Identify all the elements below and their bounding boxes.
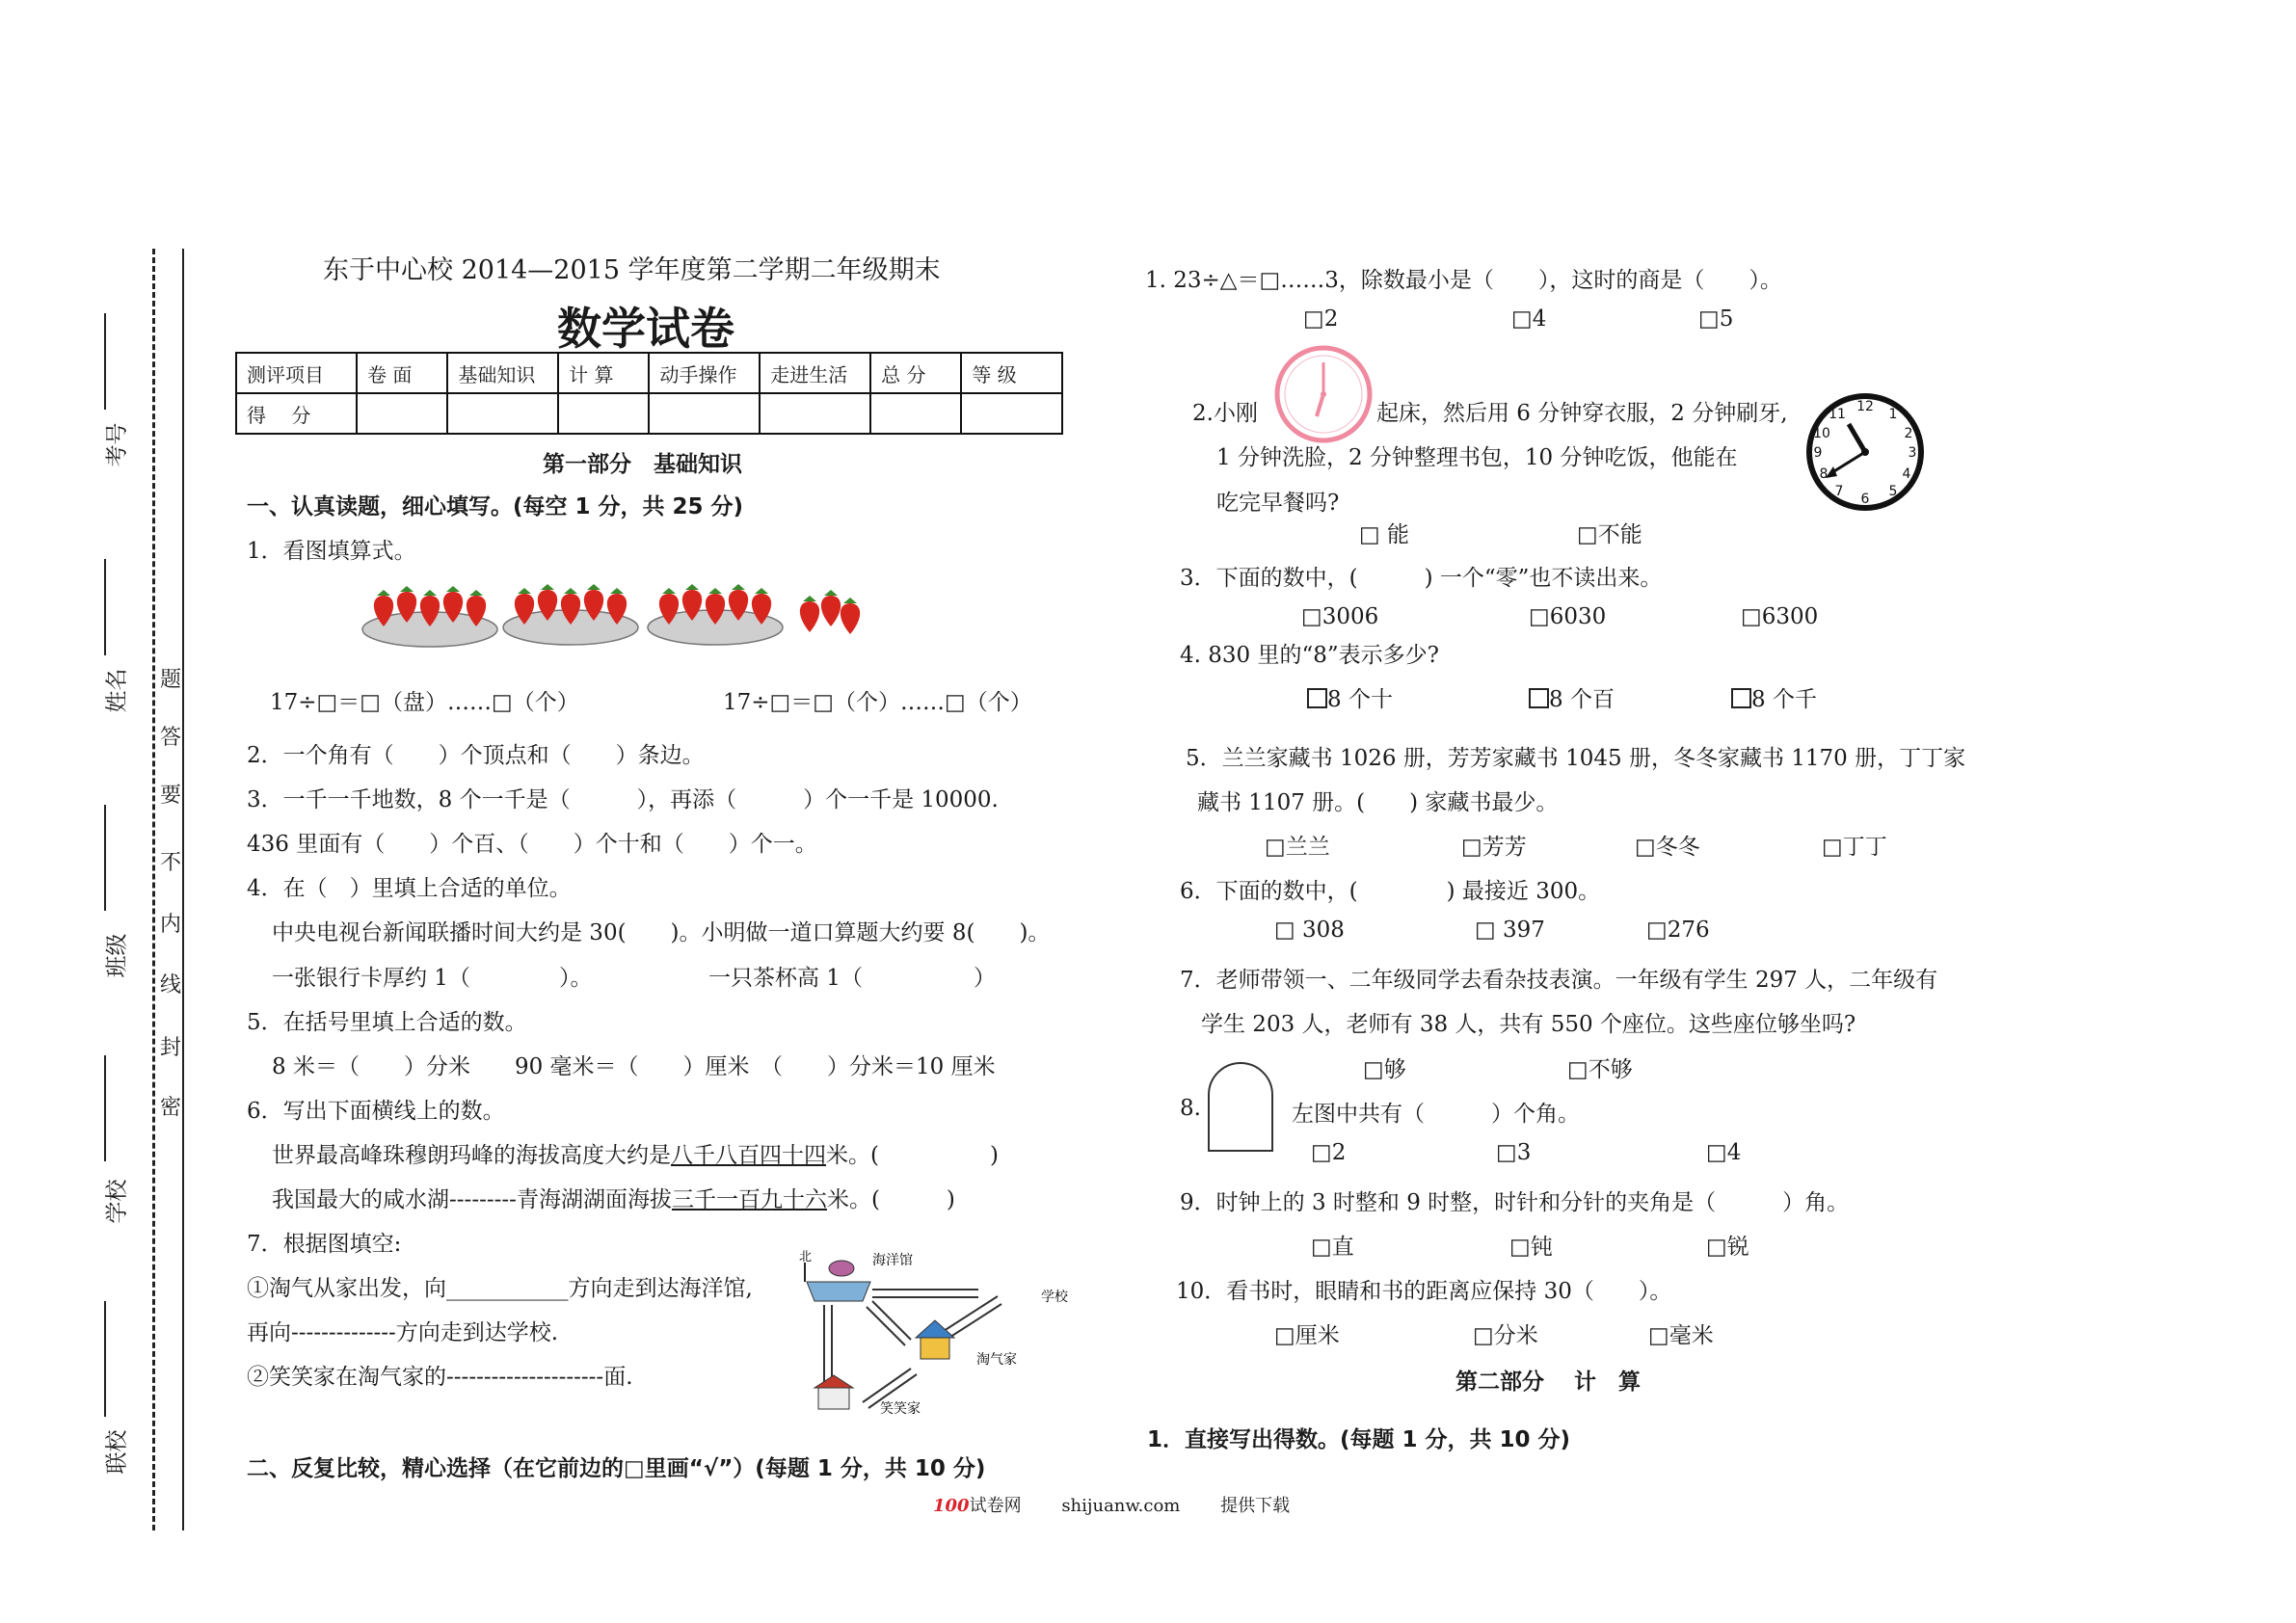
q6-line2-pre: 我国最大的咸水湖---------青海湖湖面海拔 [272,1187,672,1212]
q6-line2-post: 米。( ) [826,1187,955,1212]
svg-text:9: 9 [1813,445,1823,461]
q5-line: 8 米＝（ ）分米 90 毫米＝（ ）厘米 （ ）分米＝10 厘米 [272,1054,996,1079]
r-q1-option-a[interactable]: □2 [1303,306,1339,332]
table-cell: 总 分 [870,353,961,393]
q6-line1-post: 米。( ) [826,1143,999,1168]
r-q4-text: 4. 830 里的“8”表示多少? [1180,643,1439,668]
part2-heading: 第二部分 计 算 [1455,1370,1642,1395]
arch-shape-figure [1205,1060,1276,1157]
table-cell: 卷 面 [357,353,447,393]
exam-title-line: 东于中心校 2014—2015 学年度第二学期二年级期末 [323,255,941,285]
r-q5-option-b[interactable]: □芳芳 [1461,835,1527,860]
q7-label: 7．根据图填空: [247,1232,402,1257]
table-cell: 等 级 [961,353,1062,393]
joint-school-label: 联校 [104,1429,130,1475]
r-q6-text: 6．下面的数中，( ) 最接近 300。 [1180,879,1601,904]
strawberry-plate-1 [362,586,497,647]
r-q2-line3: 吃完早餐吗? [1216,491,1340,516]
seal-line [182,249,184,1530]
notice-char: 内 [160,913,182,937]
svg-text:1: 1 [1888,407,1898,422]
dashed-cut-line [152,249,155,1530]
r-q10-option-b[interactable]: □分米 [1473,1323,1538,1348]
r-q7-line2: 学生 203 人，老师有 38 人，共有 550 个座位。这些座位够坐吗? [1201,1012,1856,1037]
name-label: 姓名 [104,668,130,713]
section2-title: 二、反复比较，精心选择（在它前边的□里画“√”）(每题 1 分，共 10 分) [247,1456,986,1481]
notice-char: 密 [160,1096,182,1120]
table-cell: 得 分 [236,393,357,434]
taoqi-house-icon [916,1320,954,1359]
q7-line1: ①淘气从家出发，向___________方向走到达海洋馆, [247,1276,753,1301]
notice-char: 答 [160,726,182,750]
r-q7-option-b[interactable]: □不够 [1567,1057,1633,1082]
q6-label: 6．写出下面横线上的数。 [247,1099,505,1124]
exam-subtitle: 数学试卷 [557,303,734,355]
r-q8-option-a[interactable]: □2 [1311,1140,1347,1165]
aquarium-icon [807,1261,870,1301]
r-q9-text: 9．时钟上的 3 时整和 9 时整，时针和分针的夹角是（ ）角。 [1180,1190,1850,1215]
r-q9-option-c[interactable]: □锐 [1706,1235,1749,1260]
score-input-cell[interactable] [447,393,558,434]
score-input-cell[interactable] [558,393,649,434]
r-q2-option-b[interactable]: □不能 [1577,522,1642,547]
svg-text:3: 3 [1908,445,1917,461]
r-q6-option-c[interactable]: □276 [1646,918,1710,943]
pink-clock-icon [1272,343,1375,445]
svg-text:6: 6 [1860,492,1870,507]
r-q2-text: 起床，然后用 6 分钟穿衣服，2 分钟刷牙, [1376,401,1788,426]
north-label: 北 [799,1250,813,1264]
r-q4-option-c[interactable] [1731,681,1817,713]
clock-icon [1802,389,1928,515]
r-q9-option-a[interactable]: □直 [1311,1235,1354,1260]
r-q2-pre: 2.小刚 [1192,401,1258,426]
class-label: 班级 [104,933,130,978]
checkbox-icon [1731,688,1751,708]
svg-text:5: 5 [1888,484,1898,499]
map-diagram [795,1243,1089,1426]
r-q3-text: 3．下面的数中，( ) 一个“零”也不读出来。 [1180,566,1663,591]
score-input-cell[interactable] [649,393,760,434]
r-q7-line1: 7．老师带领一、二年级同学去看杂技表演。一年级有学生 297 人，二年级有 [1180,968,1938,993]
svg-text:4: 4 [1902,466,1911,482]
checkbox-icon [1307,688,1327,708]
table-cell: 动手操作 [649,353,760,393]
q6-line1 [272,1137,999,1169]
xiaoxiao-house-icon [814,1375,853,1409]
score-input-cell[interactable] [760,393,870,434]
q1-label: 1．看图填算式。 [247,539,416,564]
table-cell: 走进生活 [760,353,870,393]
site-name: 试卷网 [969,1496,1022,1516]
r-q4-option-b[interactable] [1529,681,1615,713]
svg-text:12: 12 [1856,399,1874,414]
checkbox-icon [1529,688,1549,708]
svg-text:2: 2 [1904,426,1913,441]
score-table [235,352,1063,435]
aquarium-label: 海洋馆 [872,1253,913,1268]
r-q3-option-b[interactable]: □6030 [1529,604,1607,629]
svg-text:10: 10 [1813,426,1830,441]
xiaoxiao-home-label: 笑笑家 [880,1401,921,1417]
name-blank[interactable] [104,559,106,655]
exam-number-label: 考号 [104,422,130,467]
score-input-cell[interactable] [961,393,1062,434]
taoqi-home-label: 淘气家 [976,1352,1017,1368]
table-cell: 计 算 [558,353,649,393]
q2-text: 2．一个角有（ ）个顶点和（ ）条边。 [247,743,705,768]
q4-line2b: 一只茶杯高 1（ ） [708,966,996,991]
q6-line2 [272,1182,955,1213]
r-q4-option-a[interactable] [1307,681,1393,713]
table-cell: 基础知识 [447,353,558,393]
notice-char: 要 [160,784,182,808]
q3-line1: 3．一千一千地数，8 个一千是（ ），再添（ ）个一千是 10000. [247,787,999,812]
r-q8-num: 8. [1180,1096,1201,1121]
school-label: 学校 [104,1179,130,1224]
q1-formula-left: 17÷□＝□（盘）……□（个） [270,690,579,715]
q6-line1-underlined: 八千八百四十四 [671,1143,826,1168]
r-q6-option-a[interactable]: □ 308 [1274,918,1345,943]
svg-text:11: 11 [1829,407,1846,422]
strawberry-plate-2 [503,584,638,645]
calc-section-title: 1．直接写出得数。(每题 1 分，共 10 分) [1147,1427,1571,1452]
q7-line2: 再向--------------方向走到达学校. [247,1320,559,1345]
option-label: 8 个十 [1327,687,1393,712]
notice-char: 题 [160,668,182,692]
r-q3-option-c[interactable]: □6300 [1741,604,1819,629]
r-q6-option-b[interactable]: □ 397 [1475,918,1545,943]
joint-school-blank[interactable] [104,1301,106,1417]
svg-text:8: 8 [1819,466,1829,482]
r-q5-option-a[interactable]: □兰兰 [1265,835,1330,860]
q5-label: 5．在括号里填上合适的数。 [247,1010,527,1035]
download-note: 提供下载 [1220,1496,1291,1516]
class-blank[interactable] [104,805,106,911]
strawberry-picture [357,576,896,658]
r-q10-option-a[interactable]: □厘米 [1274,1323,1340,1348]
section1-title: 一、认真读题，细心填写。(每空 1 分，共 25 分) [247,494,744,519]
r-q3-option-a[interactable]: □3006 [1301,604,1379,629]
notice-char: 不 [160,851,182,875]
q6-line2-underlined: 三千一百九十六 [671,1187,827,1212]
table-cell: 测评项目 [236,353,357,393]
r-q8-text: 左图中共有（ ）个角。 [1292,1102,1580,1127]
school-blank[interactable] [104,1055,106,1161]
svg-text:7: 7 [1834,484,1844,499]
r-q10-option-c[interactable]: □毫米 [1648,1323,1714,1348]
r-q7-option-a[interactable]: □够 [1363,1057,1406,1082]
notice-char: 线 [160,973,182,998]
q1-formula-right: 17÷□＝□（个）……□（个） [723,690,1032,715]
site-domain-link[interactable]: shijuanw.com [1061,1496,1181,1516]
r-q5-option-c[interactable]: □冬冬 [1635,835,1700,860]
r-q1-option-c[interactable]: □5 [1698,306,1734,332]
part1-heading: 第一部分 基础知识 [543,452,742,477]
r-q10-text: 10．看书时，眼睛和书的距离应保持 30（ ）。 [1176,1279,1672,1304]
strawberry-plate-3 [648,584,783,645]
q4-label: 4．在（ ）里填上合适的单位。 [247,876,572,901]
r-q5-line2: 藏书 1107 册。( ) 家藏书最少。 [1197,790,1559,815]
r-q8-option-b[interactable]: □3 [1496,1140,1532,1165]
footer [933,1492,1290,1517]
site-logo: 100 [933,1496,970,1516]
score-input-cell[interactable] [357,393,447,434]
q4-line2a: 一张银行卡厚约 1（ ）。 [272,966,593,991]
r-q2-option-a[interactable]: □ 能 [1359,522,1410,547]
school-label: 学校 [1041,1290,1068,1305]
q6-line1-pre: 世界最高峰珠穆朗玛峰的海拔高度大约是 [272,1143,671,1168]
score-table-header-row [236,353,1062,393]
r-q5-option-d[interactable]: □丁丁 [1822,835,1887,860]
exam-number-blank[interactable] [104,313,106,410]
q3-line2: 436 里面有（ ）个百、（ ）个十和（ ）个一。 [247,832,817,857]
r-q9-option-b[interactable]: □钝 [1509,1235,1553,1260]
notice-char: 封 [160,1036,182,1060]
option-label: 8 个千 [1751,687,1817,712]
r-q8-option-c[interactable]: □4 [1706,1140,1742,1165]
r-q1-option-b[interactable]: □4 [1511,306,1547,332]
r-q5-line1: 5．兰兰家藏书 1026 册，芳芳家藏书 1045 册，冬冬家藏书 1170 册，丁丁家 [1186,746,1966,771]
r-q2-line2: 1 分钟洗脸，2 分钟整理书包，10 分钟吃饭，他能在 [1216,445,1738,470]
q4-line1: 中央电视台新闻联播时间大约是 30( )。小明做一道口算题大约要 8( )。 [272,920,1051,945]
q7-line3: ②笑笑家在淘气家的---------------------面. [247,1365,633,1390]
score-table-score-row [236,393,1062,434]
score-input-cell[interactable] [870,393,961,434]
r-q1-text: 1. 23÷△＝□……3，除数最小是（ ），这时的商是（ ）。 [1145,268,1782,293]
option-label: 8 个百 [1549,687,1615,712]
loose-strawberries [800,590,860,634]
